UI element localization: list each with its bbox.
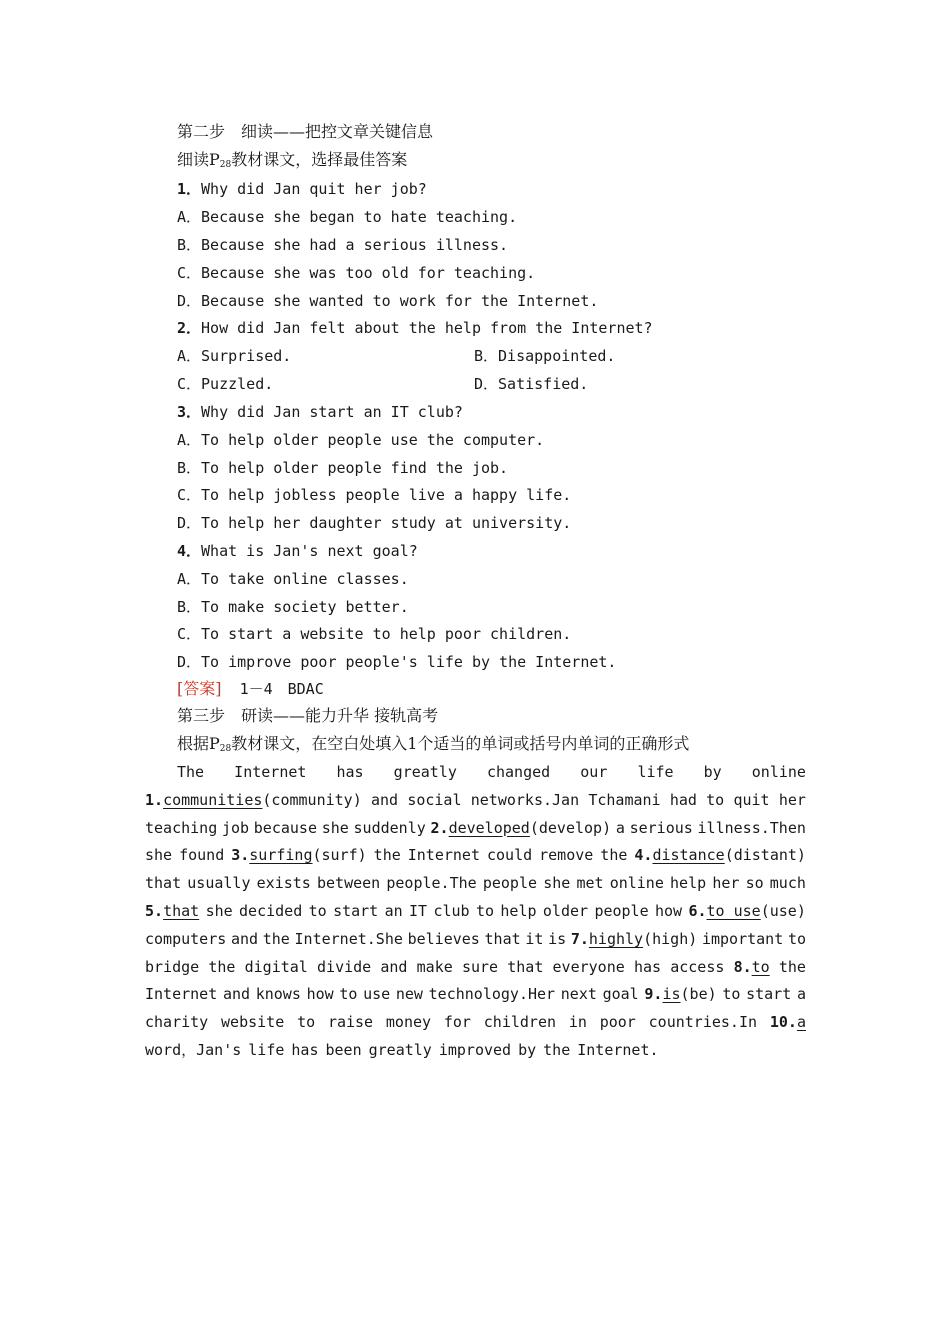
passage-line: [145, 790, 806, 810]
passage-word: life: [637, 763, 674, 781]
passage-word: use: [363, 985, 391, 1004]
passage-word: found: [179, 846, 225, 865]
passage-word: goal: [602, 985, 639, 1004]
passage-word: people.The: [386, 874, 477, 893]
passage-line: [145, 873, 806, 893]
passage-word: social: [407, 790, 462, 809]
passage-word: had: [669, 790, 697, 809]
passage-word: important: [701, 929, 784, 948]
question-3: 3．Why did Jan start an IT club?: [177, 403, 463, 421]
passage-word: changed: [486, 763, 551, 781]
step2-heading: 第二步 细读——把控文章关键信息: [177, 122, 434, 141]
question-2-option-a: A．Surprised.: [177, 347, 292, 365]
passage-word: how: [655, 902, 683, 920]
step3-instruction: 根据$P_{28}$教材课文，在空白处填入1个适当的单词或括号内单词的正确形式: [177, 734, 690, 754]
blank-filled-word: to: [751, 957, 770, 976]
blank-number: 10.: [769, 1013, 797, 1032]
passage-word: to: [297, 1013, 316, 1032]
passage-word: that: [484, 929, 521, 948]
blank-number: 9.: [644, 985, 663, 1004]
passage-word: by: [518, 1041, 537, 1059]
passage-word: her: [778, 790, 806, 809]
passage-word: the: [778, 957, 806, 976]
question-2: 2．How did Jan felt about the help from the Internet?: [177, 319, 653, 337]
passage-word: quit: [733, 790, 770, 809]
question-3-option-d: D．To help her daughter study at university.: [177, 514, 572, 532]
blank-filled-word: to use: [706, 902, 761, 920]
passage-word: improved: [438, 1041, 512, 1059]
passage-word: help: [500, 902, 537, 920]
passage-word: Internet.: [577, 1041, 659, 1059]
passage-word: and: [370, 790, 399, 809]
blank-answer: [145, 901, 199, 921]
cloze-passage: [145, 762, 806, 1062]
passage-word: Internet.She: [294, 929, 403, 948]
passage-word: it: [525, 929, 544, 948]
passage-word: to: [339, 985, 358, 1004]
question-4-option-a: A．To take online classes.: [177, 570, 409, 588]
passage-word: older: [542, 902, 589, 920]
passage-word: a: [615, 818, 625, 837]
passage-word: to: [787, 929, 806, 948]
passage-word: to: [308, 902, 327, 920]
passage-word: IT: [409, 902, 428, 920]
answer-line: [177, 679, 324, 699]
blank-answer: [145, 790, 362, 810]
passage-word: illness.Then: [697, 818, 806, 837]
passage-word: the: [208, 957, 236, 976]
passage-word: life: [248, 1041, 285, 1059]
passage-word: word，Jan's: [145, 1041, 242, 1059]
passage-word: help: [670, 874, 707, 893]
passage-word: has: [336, 763, 364, 781]
passage-word: has: [633, 957, 662, 976]
passage-word: she: [205, 902, 233, 920]
passage-word: everyone: [552, 957, 625, 976]
blank-hint: (use): [760, 902, 806, 920]
step2-instruction: 细读$P_{28}$教材课文，选择最佳答案: [177, 150, 408, 170]
passage-word: she: [543, 874, 571, 893]
passage-word: access: [670, 957, 725, 976]
passage-word: website: [221, 1013, 285, 1032]
passage-word: that: [507, 957, 544, 976]
answer-text: 1－4 BDAC: [239, 680, 324, 698]
blank-number: 6.: [688, 902, 707, 920]
question-4: 4．What is Jan's next goal?: [177, 542, 418, 560]
passage-word: Internet: [407, 846, 480, 865]
question-4-option-d: D．To improve poor people's life by the Internet.: [177, 653, 617, 671]
question-2-option-b: B．Disappointed.: [474, 347, 616, 365]
question-2-option-c: C．Puzzled.: [177, 375, 274, 393]
blank-filled-word: is: [662, 985, 681, 1004]
blank-answer: [770, 1012, 806, 1032]
passage-word: next: [560, 985, 597, 1004]
blank-filled-word: surfing: [249, 846, 313, 865]
passage-word: the: [262, 929, 290, 948]
passage-word: an: [384, 902, 403, 920]
blank-filled-word: that: [163, 902, 200, 920]
passage-word: Internet: [145, 985, 218, 1004]
passage-line: [145, 845, 806, 865]
passage-word: usually: [187, 874, 251, 893]
question-1-option-a: A．Because she began to hate teaching.: [177, 208, 518, 226]
passage-word: charity: [145, 1013, 209, 1032]
blank-filled-word: distance: [652, 846, 725, 865]
blank-number: 4.: [634, 846, 653, 865]
passage-word: has: [291, 1041, 319, 1059]
blank-answer: [688, 901, 805, 921]
passage-word: greatly: [393, 763, 457, 781]
passage-word: to: [706, 790, 725, 809]
passage-word: and: [230, 929, 259, 948]
passage-word: technology.Her: [428, 985, 556, 1004]
passage-word: bridge: [145, 957, 200, 976]
passage-word: online: [751, 763, 806, 781]
passage-line: [145, 1012, 806, 1032]
passage-word: by: [703, 763, 722, 781]
passage-word: that: [145, 874, 182, 893]
question-4-option-b: B．To make society better.: [177, 598, 409, 616]
answer-label: [答案]: [177, 679, 222, 698]
passage-word: job: [221, 818, 250, 837]
passage-word: the: [600, 846, 628, 865]
passage-word: much: [769, 874, 806, 893]
blank-filled-word: developed: [448, 818, 530, 837]
passage-word: met: [576, 874, 604, 893]
blank-hint: (high): [643, 929, 698, 948]
question-1-option-d: D．Because she wanted to work for the Internet.: [177, 292, 599, 310]
question-3-option-c: C．To help jobless people live a happy life.: [177, 486, 572, 504]
passage-line: [145, 957, 806, 977]
passage-word: and: [222, 985, 251, 1004]
passage-word: greatly: [368, 1041, 432, 1059]
question-4-option-c: C．To start a website to help poor children.: [177, 625, 572, 643]
passage-word: her: [712, 874, 740, 893]
passage-line: [145, 901, 806, 921]
passage-word: so: [745, 874, 764, 893]
passage-word: remove: [539, 846, 594, 865]
question-1-option-b: B．Because she had a serious illness.: [177, 236, 509, 254]
passage-word: in: [568, 1013, 587, 1032]
blank-number: 7.: [570, 929, 589, 948]
blank-answer: [571, 929, 697, 949]
passage-line: [145, 1040, 806, 1060]
passage-word: poor: [599, 1013, 636, 1032]
passage-word: raise: [327, 1013, 374, 1032]
passage-word: is: [548, 929, 567, 948]
passage-word: start: [746, 985, 792, 1004]
blank-number: 5.: [145, 902, 164, 920]
blank-number: 2.: [430, 818, 449, 837]
blank-hint: (surf): [312, 846, 367, 865]
passage-word: countries.In: [648, 1013, 758, 1032]
passage-word: serious: [629, 818, 693, 837]
blank-answer: [231, 845, 366, 865]
passage-word: The: [177, 763, 205, 781]
passage-word: she: [145, 846, 173, 865]
blank-hint: (community): [262, 790, 362, 809]
passage-word: to: [475, 902, 495, 920]
passage-word: the: [373, 846, 401, 865]
question-2-option-d: D．Satisfied.: [474, 375, 589, 393]
passage-word: for: [443, 1013, 471, 1032]
passage-word: people: [594, 902, 649, 920]
question-1-option-c: C．Because she was too old for teaching.: [177, 264, 536, 282]
blank-answer: [431, 818, 612, 838]
passage-word: digital: [244, 957, 308, 976]
passage-word: divide: [317, 957, 372, 976]
passage-word: a: [796, 985, 806, 1004]
blank-number: 1.: [145, 790, 164, 809]
question-3-option-a: A．To help older people use the computer.: [177, 431, 545, 449]
passage-line: [145, 818, 806, 838]
step3-heading: 第三步 研读——能力升华 接轨高考: [177, 706, 439, 725]
blank-answer: [644, 984, 716, 1004]
passage-word: exists: [256, 874, 311, 893]
passage-word: our: [580, 763, 608, 781]
passage-word: decided: [239, 902, 303, 920]
blank-filled-word: highly: [588, 929, 644, 948]
passage-word: club: [433, 902, 470, 920]
passage-word: people: [482, 874, 538, 893]
passage-word: money: [385, 1013, 432, 1032]
blank-number: 3.: [231, 846, 250, 865]
blank-answer: [634, 845, 806, 865]
passage-word: start: [333, 902, 379, 920]
passage-line: [145, 984, 806, 1004]
passage-word: sure: [461, 957, 499, 976]
question-3-option-b: B．To help older people find the job.: [177, 459, 509, 477]
blank-filled-word: communities: [163, 790, 263, 809]
passage-word: children: [483, 1013, 557, 1032]
blank-number: 8.: [733, 957, 752, 976]
passage-line: [145, 929, 806, 949]
blank-hint: (develop): [529, 818, 612, 837]
passage-word: make: [416, 957, 453, 976]
passage-word: suddenly: [353, 818, 426, 837]
passage-word: because: [253, 818, 317, 837]
passage-word: new: [395, 985, 423, 1004]
passage-word: the: [543, 1041, 571, 1059]
passage-word: online: [609, 874, 664, 893]
passage-word: knows: [255, 985, 301, 1004]
blank-hint: (distant): [724, 846, 806, 865]
passage-word: she: [321, 818, 349, 837]
passage-word: and: [380, 957, 408, 976]
passage-word: could: [486, 846, 533, 865]
passage-word: between: [317, 874, 381, 893]
passage-word: to: [722, 985, 741, 1004]
passage-word: teaching: [145, 818, 218, 837]
passage-word: computers: [145, 929, 227, 948]
passage-word: believes: [407, 929, 480, 948]
blank-hint: (be): [680, 985, 717, 1004]
question-1: 1．Why did Jan quit her job?: [177, 180, 427, 198]
passage-line: [177, 762, 806, 782]
passage-word: Tchamani: [588, 790, 661, 809]
passage-word: been: [325, 1041, 362, 1059]
passage-word: networks.Jan: [470, 790, 580, 809]
passage-word: how: [306, 985, 334, 1004]
blank-filled-word: a: [796, 1013, 806, 1032]
blank-answer: [734, 957, 770, 977]
passage-word: Internet: [234, 763, 307, 781]
